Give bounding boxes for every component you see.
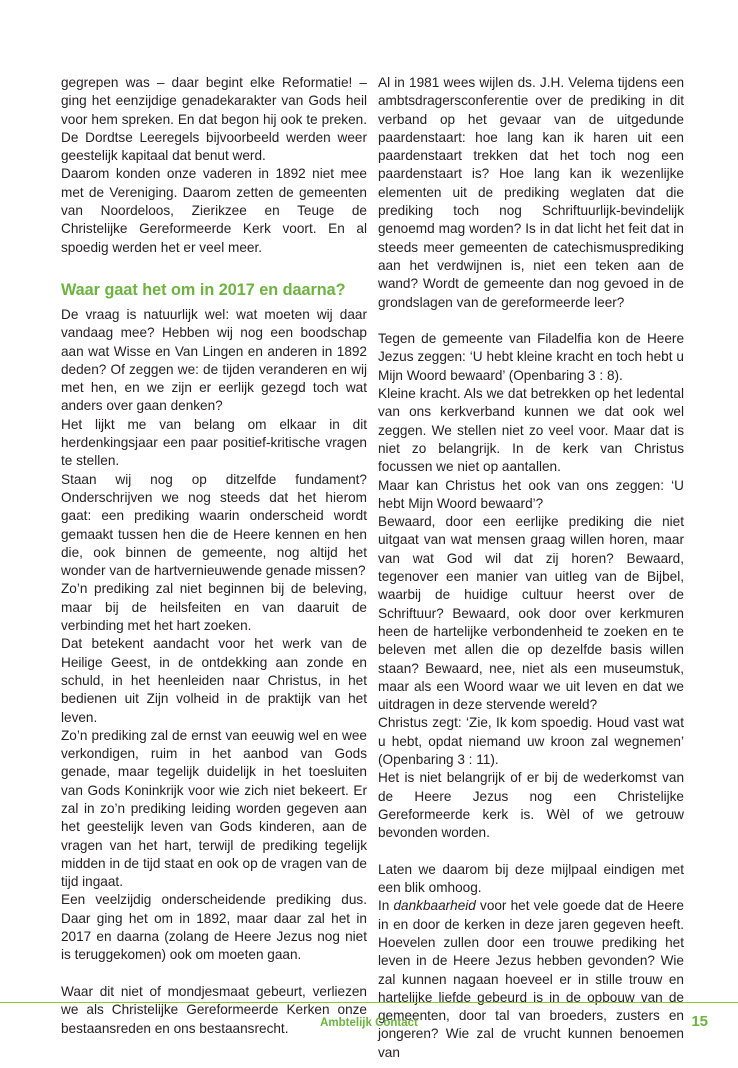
paragraph: Dat betekent aandacht voor het werk van de Heilige Geest, in de ontdekking aan zonde en schuld, in het heenleiden naar Christus, in het bedienen uit Zijn volheid in de praktijk van het leven. — [61, 636, 367, 725]
paragraph-lead: In — [378, 898, 394, 914]
paragraph: Christus zegt: ‘Zie, Ik kom spoedig. Houd vast wat u hebt, opdat niemand uw kroon zal wegnemen’ (Openbaring 3 : 11). — [378, 715, 684, 767]
paragraph: Het lijkt me van belang om elkaar in dit herdenkingsjaar een paar positief-kritische vragen te stellen. — [61, 416, 367, 469]
paragraph: Kleine kracht. Als we dat betrekken op het ledental van ons kerkverband kunnen we dat ook wel zeggen. We stellen niet zo veel voor. Maar dat is niet zo belangrijk. In de kerk van Christus focussen we niet op aantallen. — [378, 386, 684, 475]
paragraph-rest: voor het vele goede dat de Heere in en door de kerken in deze jaren gegeven heeft. Hoevelen zullen door een trouwe prediking het leven in de Heere Jezus hebben gevonden? Wie zal kunnen nagaan hoeveel er in stille trouw en hartelijke liefde gebeurd is in de opbouw van de gemeenten, door tal van broeders, zusters en jongeren? Wie zal de vrucht kunnen benoemen van — [378, 898, 684, 1060]
paragraph — [378, 897, 684, 1062]
paragraph: De vraag is natuurlijk wel: wat moeten wij daar vandaag mee? Hebben wij nog een boodschap aan wat Wisse en Van Lingen en anderen in 1892 deden? Of zeggen we: de tijden veranderen en wij met hen, en we zijn er eerlijk gezegd toch wat anders over gaan denken? — [61, 306, 367, 414]
paragraph: Het is niet belangrijk of er bij de wederkomst van de Heere Jezus nog een Christelijke Gereformeerde kerk is. Wèl of we getrouw bevonden worden. — [378, 770, 684, 841]
paragraph: Zo’n prediking zal de ernst van eeuwig wel en wee verkondigen, ruim in het aanbod van Gods genade, maar tegelijk duidelijk in het toesluiten van Gods Koninkrijk voor wie zich niet bekeert. Er zal in zo’n prediking leiding worden gegeven aan het geestelijk leven van Gods kinderen, aan de vragen van het hart, terwijl de prediking tegelijk midden in de tijd staat en ook op de vragen van de tijd ingaat. — [61, 727, 367, 890]
paragraph: Een veelzijdig onderscheidende prediking dus. Daar ging het om in 1892, maar daar zal het in 2017 en daarna (zolang de Heere Jezus nog niet is teruggekomen) ook om moeten gaan. — [61, 892, 367, 963]
paragraph: gegrepen was – daar begint elke Reformatie! – ging het eenzijdige genadekarakter van Gods heil voor hem spreken. En dat begon hij ook te preken. De Dordtse Leeregels bijvoorbeeld werden weer geestelijk kapitaal dat benut werd. — [61, 75, 367, 164]
paragraph: Tegen de gemeente van Filadelfia kon de Heere Jezus zeggen: ‘U hebt kleine kracht en toch hebt u Mijn Woord bewaard’ (Openbaring 3 : 8). — [378, 331, 684, 383]
paragraph: Staan wij nog op ditzelfde fundament? Onderschrijven we nog steeds dat het hierom gaat: een prediking waarin onderscheid wordt gemaakt tussen hen die de Heere kennen en hen die, ook binnen de gemeente, nog altijd het wonder van de hartvernieuwende genade missen? — [61, 471, 367, 579]
paragraph: Zo’n prediking zal niet beginnen bij de beleving, maar bij de heilsfeiten en van daaruit de verbinding met het hart zoeken. — [61, 581, 367, 634]
paragraph: Al in 1981 wees wijlen ds. J.H. Velema tijdens een ambtsdragersconferentie over de prediking in dit verband op het gevaar van de uitgedunde paardenstaart: hoe lang kan ik haren uit een paardenstaart trekken dat het toch nog een paardenstaart is? Hoe lang kan ik wezenlijke elementen uit de prediking weglaten dat die prediking toch nog Schriftuurlijk-bevindelijk genoemd mag worden? Is in dat licht het feit dat in steeds meer gemeenten de catechismusprediking aan het verdwijnen is, niet een teken aan de wand? Wordt de gemeente dan nog gevoed in de grondslagen van de gereformeerde leer? — [378, 75, 684, 310]
emphasis: dankbaarheid — [393, 898, 476, 914]
section-heading: Waar gaat het om in 2017 en daarna? — [61, 280, 346, 299]
right-column — [378, 74, 684, 1062]
paragraph: Waar dit niet of mondjesmaat gebeurt, verliezen we als Christelijke Gereformeerde Kerken onze bestaansreden en ons bestaansrecht. — [61, 983, 367, 1036]
paragraph: Maar kan Christus het ook van ons zeggen: ‘U hebt Mijn Woord bewaard’? — [378, 477, 684, 511]
page-number: 15 — [691, 1013, 708, 1030]
paragraph: Laten we daarom bij deze mijlpaal eindigen met een blik omhoog. — [378, 861, 684, 896]
paragraph: Bewaard, door een eerlijke prediking die niet uitgaat van wat mensen graag willen horen, maar van wat God wil dat zij horen? Bewaard, tegenover een manier van uitleg van de Bijbel, waarbij de huidige cultuur heerst over de Schriftuur? Bewaard, ook door over kerkmuren heen de hartelijke verbondenheid te zoeken en te beleven met allen die op dezelfde basis willen staan? Bewaard, nee, niet als een museumstuk, maar als een Woord waar we uit leven en dat we uitdragen in deze stervende wereld? — [378, 514, 684, 713]
paragraph: Daarom konden onze vaderen in 1892 niet mee met de Vereniging. Daarom zetten de gemeenten van Noordeloos, Zierikzee en Teuge de Christelijke Gereformeerde Kerk voort. En al spoedig werden het er veel meer. — [61, 166, 367, 255]
left-column — [61, 74, 367, 1038]
footer-publication-name: Ambtelijk Contact — [320, 1017, 418, 1029]
footer-rule — [0, 1002, 738, 1003]
